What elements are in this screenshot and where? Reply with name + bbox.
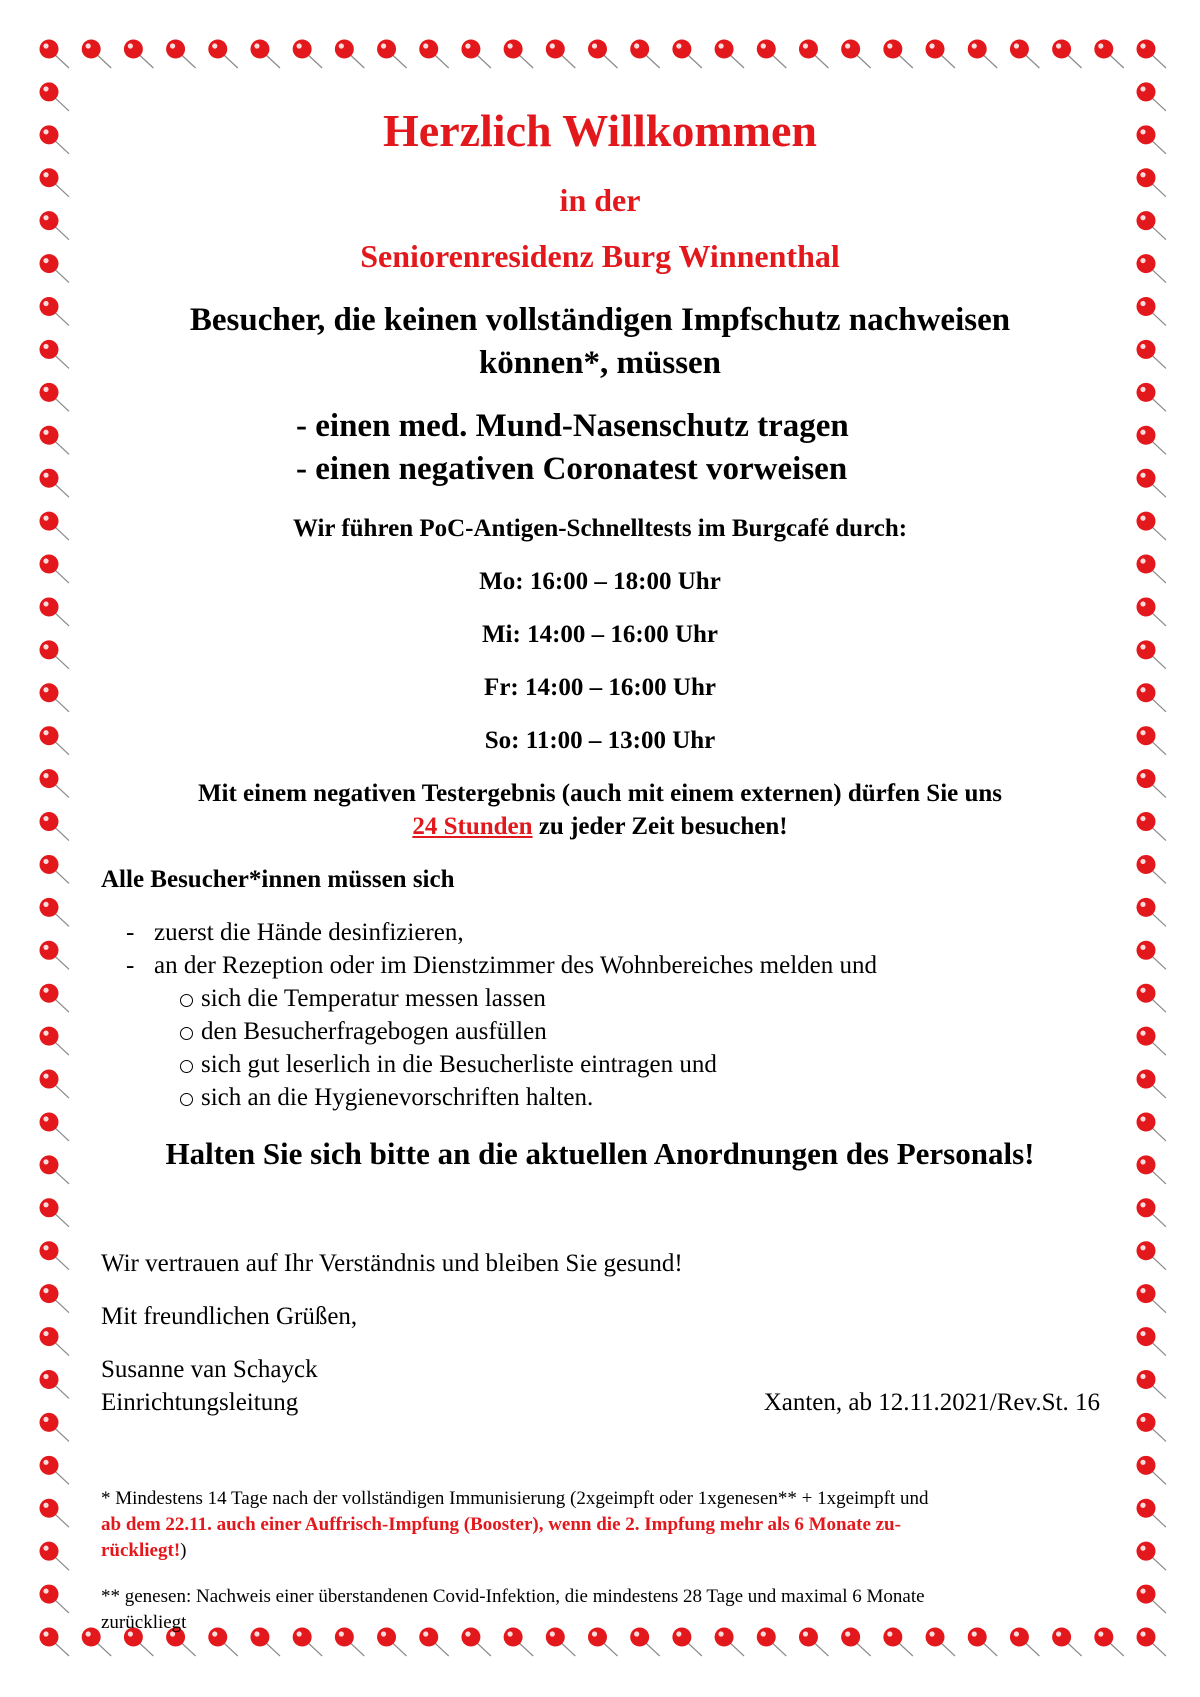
schedule-wednesday: Mi: 14:00 – 16:00 Uhr [481, 621, 719, 648]
visit-hours-highlight: 24 Stunden [412, 813, 533, 840]
visitor-step: - zuerst die Hände desinfizieren, [126, 919, 464, 946]
signer-role: Einrichtungsleitung [101, 1389, 299, 1416]
schedule-sunday: So: 11:00 – 13:00 Uhr [484, 727, 716, 754]
schedule-friday: Fr: 14:00 – 16:00 Uhr [484, 674, 716, 701]
visitor-substep: sich die Temperatur messen lassen [180, 985, 546, 1013]
signer-name: Susanne van Schayck [101, 1356, 318, 1383]
residence-name: Seniorenresidenz Burg Winnenthal [360, 238, 840, 274]
footnote-1-line3: rückliegt!) [101, 1540, 187, 1561]
bullet-circle-icon [180, 1093, 193, 1106]
visitor-substep: den Besucherfragebogen ausfüllen [180, 1018, 547, 1046]
visitor-substep: sich an die Hygienevorschriften halten. [180, 1084, 593, 1112]
schedule-monday: Mo: 16:00 – 18:00 Uhr [479, 568, 721, 595]
test-intro: Wir führen PoC-Antigen-Schnelltests im Burgcafé durch: [292, 515, 908, 542]
page-title: Herzlich Willkommen [383, 105, 817, 156]
bullet-circle-icon [180, 1060, 193, 1073]
visitor-substep: sich gut leserlich in die Besucherliste eintragen und [180, 1051, 717, 1079]
rule-item-mask: - einen med. Mund-Nasenschutz tragen [296, 408, 849, 444]
bullet-circle-icon [180, 994, 193, 1007]
rule-item-test: - einen negativen Coronatest vorweisen [296, 451, 848, 487]
visitor-step: - an der Rezeption oder im Dienstzimmer des Wohnbereiches melden und [126, 952, 877, 979]
visit-note-line1: Mit einem negativen Testergebnis (auch mit einem externen) dürfen Sie uns [197, 780, 1003, 807]
bullet-circle-icon [180, 1027, 193, 1040]
rules-heading-line1: Besucher, die keinen vollständigen Impfschutz nachweisen [189, 302, 1011, 338]
footnote-1-line2: ab dem 22.11. auch einer Auffrisch-Impfung (Booster), wenn die 2. Impfung mehr als 6 Monate zu- [101, 1514, 901, 1535]
visit-note-line2: 24 Stunden zu jeder Zeit besuchen! [412, 813, 788, 840]
closing-greeting: Mit freundlichen Grüßen, [101, 1303, 358, 1330]
closing-trust: Wir vertrauen auf Ihr Verständnis und bleiben Sie gesund! [101, 1250, 683, 1277]
place-date: Xanten, ab 12.11.2021/Rev.St. 16 [763, 1389, 1100, 1416]
page-subtitle: in der [559, 182, 641, 218]
footnote-1-line1: * Mindestens 14 Tage nach der vollständigen Immunisierung (2xgeimpft oder 1xgenesen** + 1xgeimpft und [101, 1488, 929, 1509]
rules-heading-line2: können*, müssen [478, 345, 722, 381]
footnote-2-line2: zurückliegt [101, 1612, 187, 1633]
visitors-heading: Alle Besucher*innen müssen sich [101, 866, 455, 893]
footnote-2-line1: ** genesen: Nachweis einer überstandenen Covid-Infektion, die mindestens 28 Tage und maximal 6 Monate [101, 1586, 925, 1607]
staff-appeal: Halten Sie sich bitte an die aktuellen Anordnungen des Personals! [165, 1136, 1035, 1171]
